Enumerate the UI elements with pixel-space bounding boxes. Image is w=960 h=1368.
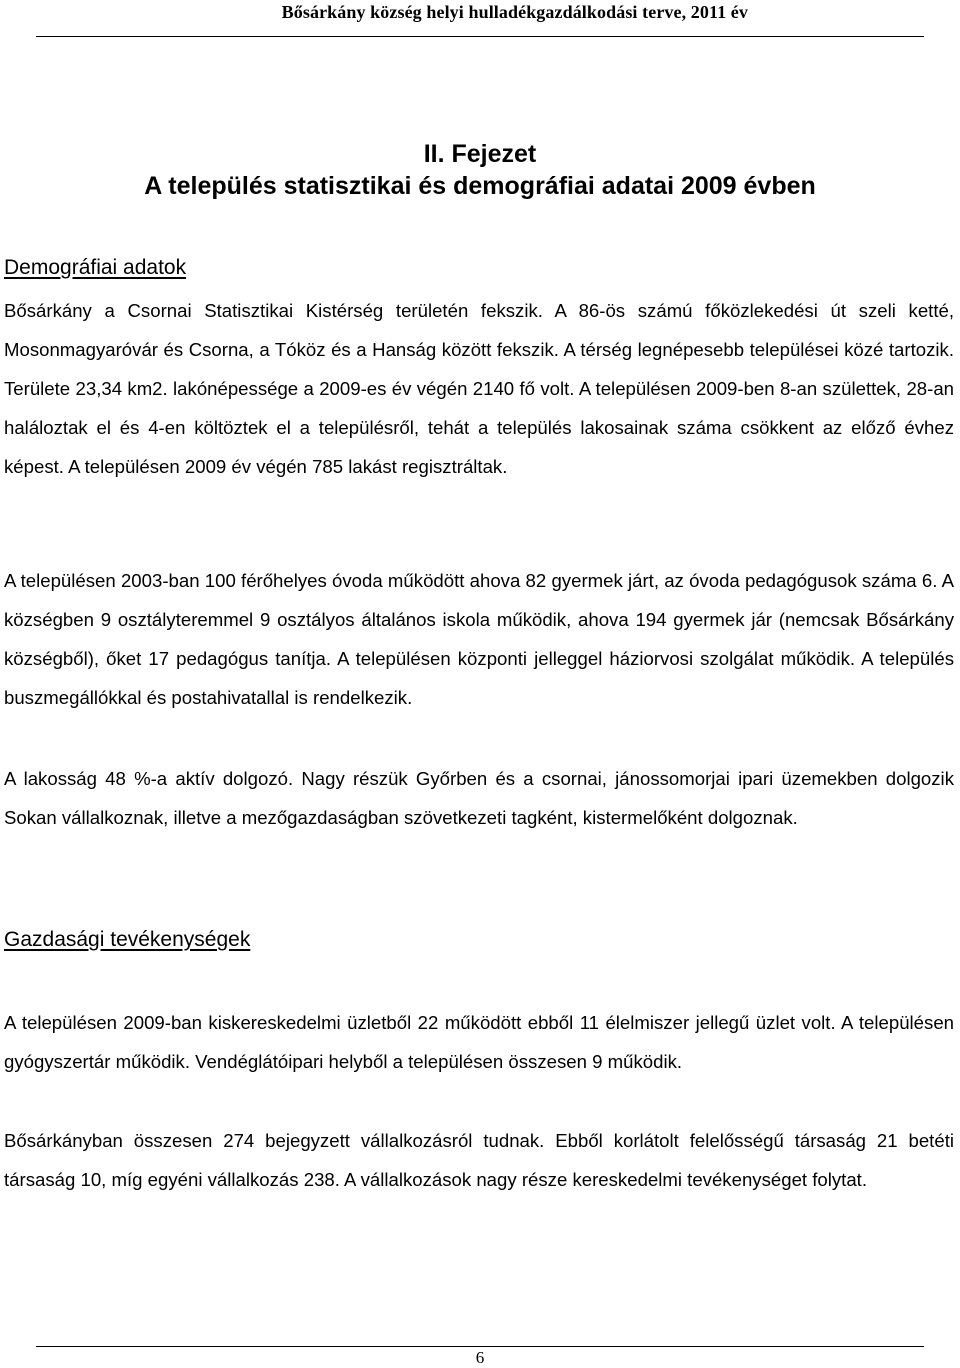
paragraph: Bősárkány a Csornai Statisztikai Kistérség területén fekszik. A 86-ös számú főközlekedési út szeli ketté, Mosonmagyaróvár és Csorna, a Tóköz és a Hanság között fekszik. A térség legnépesebb települései közé tartozik. Területe 23,34 km2. lakónépessége a 2009-es év végén 2140 fő volt. A településen 2009-ben 8-an születtek, 28-an haláloztak el és 4-en költöztek el a településről, tehát a település lakosainak száma csökkent az előző évhez képest. A településen 2009 év végén 785 lakást regisztráltak.	[4, 300, 954, 477]
paragraph: A településen 2003-ban 100 férőhelyes óvoda működött ahova 82 gyermek járt, az óvoda pedagógusok száma 6. A községben 9 osztályteremmel 9 osztályos általános iskola működik, ahova 194 gyermek jár (nemcsak Bősárkány községből), őket 17 pedagógus tanítja. A településen központi jelleggel háziorvosi szolgálat működik. A település buszmegállókkal és postahivatallal is rendelkezik.	[4, 570, 954, 708]
chapter-number: II. Fejezet	[423, 140, 537, 168]
section-heading-gazdasag: Gazdasági tevékenységek	[4, 928, 251, 951]
section-heading-demografia: Demográfiai adatok	[4, 256, 187, 279]
footer-divider	[36, 1346, 924, 1347]
page-number: 6	[475, 1348, 485, 1367]
running-header: Bősárkány község helyi hulladékgazdálkodási terve, 2011 év	[281, 2, 748, 22]
paragraph: Bősárkányban összesen 274 bejegyzett vállalkozásról tudnak. Ebből korlátolt felelősségű társaság 21 betéti társaság 10, míg egyéni vállalkozás 238. A vállalkozások nagy része kereskedelmi tevékenységet folytat.	[4, 1130, 954, 1190]
chapter-title: A település statisztikai és demográfiai adatai 2009 évben	[144, 172, 816, 200]
header-divider	[36, 36, 924, 37]
paragraph: A településen 2009-ban kiskereskedelmi üzletből 22 működött ebből 11 élelmiszer jellegű üzlet volt. A településen gyógyszertár működik. Vendéglátóipari helyből a településen összesen 9 működik.	[4, 1012, 954, 1072]
paragraph: A lakosság 48 %-a aktív dolgozó. Nagy részük Győrben és a csornai, jánossomorjai ipari üzemekben dolgozik Sokan vállalkoznak, illetve a mezőgazdaságban szövetkezeti tagként, kistermelőként dolgoznak.	[4, 768, 954, 828]
chapter-heading	[0, 138, 960, 202]
